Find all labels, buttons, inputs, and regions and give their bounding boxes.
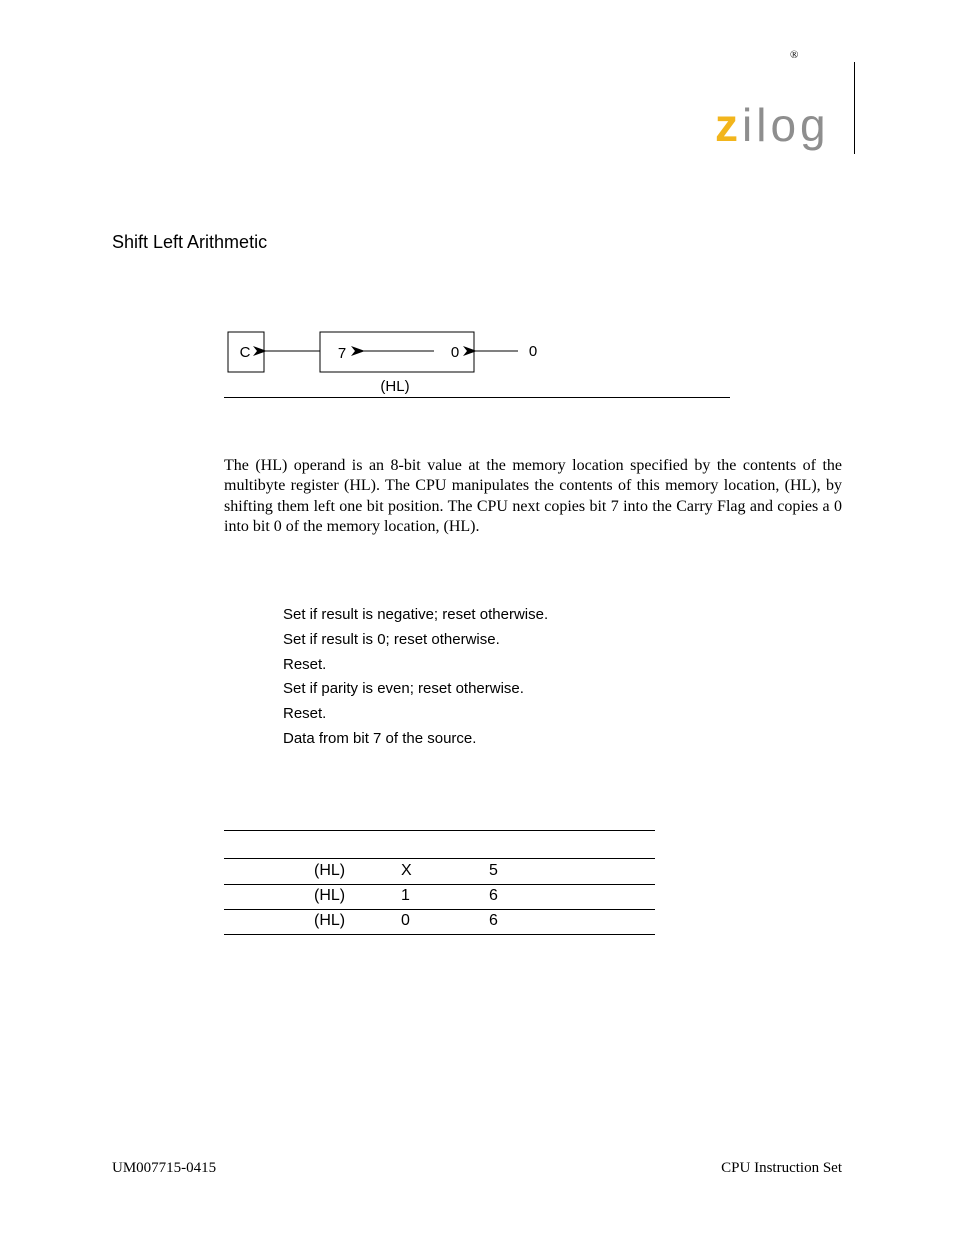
input-value: 0 xyxy=(528,343,538,360)
table-row xyxy=(224,859,655,885)
flag-parity: Set if parity is even; reset otherwise. xyxy=(283,680,524,698)
header-divider xyxy=(854,62,855,154)
flag-sign: Set if result is negative; reset otherwise. xyxy=(283,606,549,623)
table-cell: 6 xyxy=(489,912,498,929)
diagram-rule xyxy=(224,397,730,398)
table-cell: (HL) xyxy=(314,912,346,929)
flag-zero: Set if result is 0; reset otherwise. xyxy=(283,630,500,648)
register-label: (HL) xyxy=(380,378,410,395)
footer-section: CPU Instruction Set xyxy=(721,1160,842,1176)
table-cell: 1 xyxy=(401,887,410,904)
table-cell: X xyxy=(401,862,412,879)
carry-label: C xyxy=(239,344,251,361)
table-row xyxy=(224,884,655,910)
operation-description: The (HL) operand is an 8-bit value at the memory location specified by the contents of the multibyte register (HL). The CPU manipulates the contents of this memory location, (HL), by shifting them left one bit position. The CPU next copies bit 7 into the Carry Flag and copies a 0 into bit 0 of the memory location, (HL). xyxy=(224,457,842,535)
footer-doc-number: UM007715-0415 xyxy=(112,1160,217,1176)
bit-high-label: 7 xyxy=(337,345,347,362)
flag-half-carry: Reset. xyxy=(283,655,327,673)
table-row xyxy=(224,909,655,935)
table-cell: 5 xyxy=(489,862,498,879)
table-cell: (HL) xyxy=(314,887,346,904)
bit-low-label: 0 xyxy=(450,344,460,361)
table-top-rule xyxy=(224,830,655,831)
table-cell: 6 xyxy=(489,887,498,904)
section-title: Shift Left Arithmetic xyxy=(112,232,268,252)
flag-carry: Data from bit 7 of the source. xyxy=(283,729,477,747)
table-cell: 0 xyxy=(401,912,410,929)
flag-list xyxy=(283,605,548,754)
shift-diagram xyxy=(224,328,730,400)
registered-mark: ® xyxy=(790,49,799,61)
flag-add-subtract: Reset. xyxy=(283,705,327,723)
zilog-logo: zilog xyxy=(715,99,830,151)
table-cell: (HL) xyxy=(314,862,346,879)
